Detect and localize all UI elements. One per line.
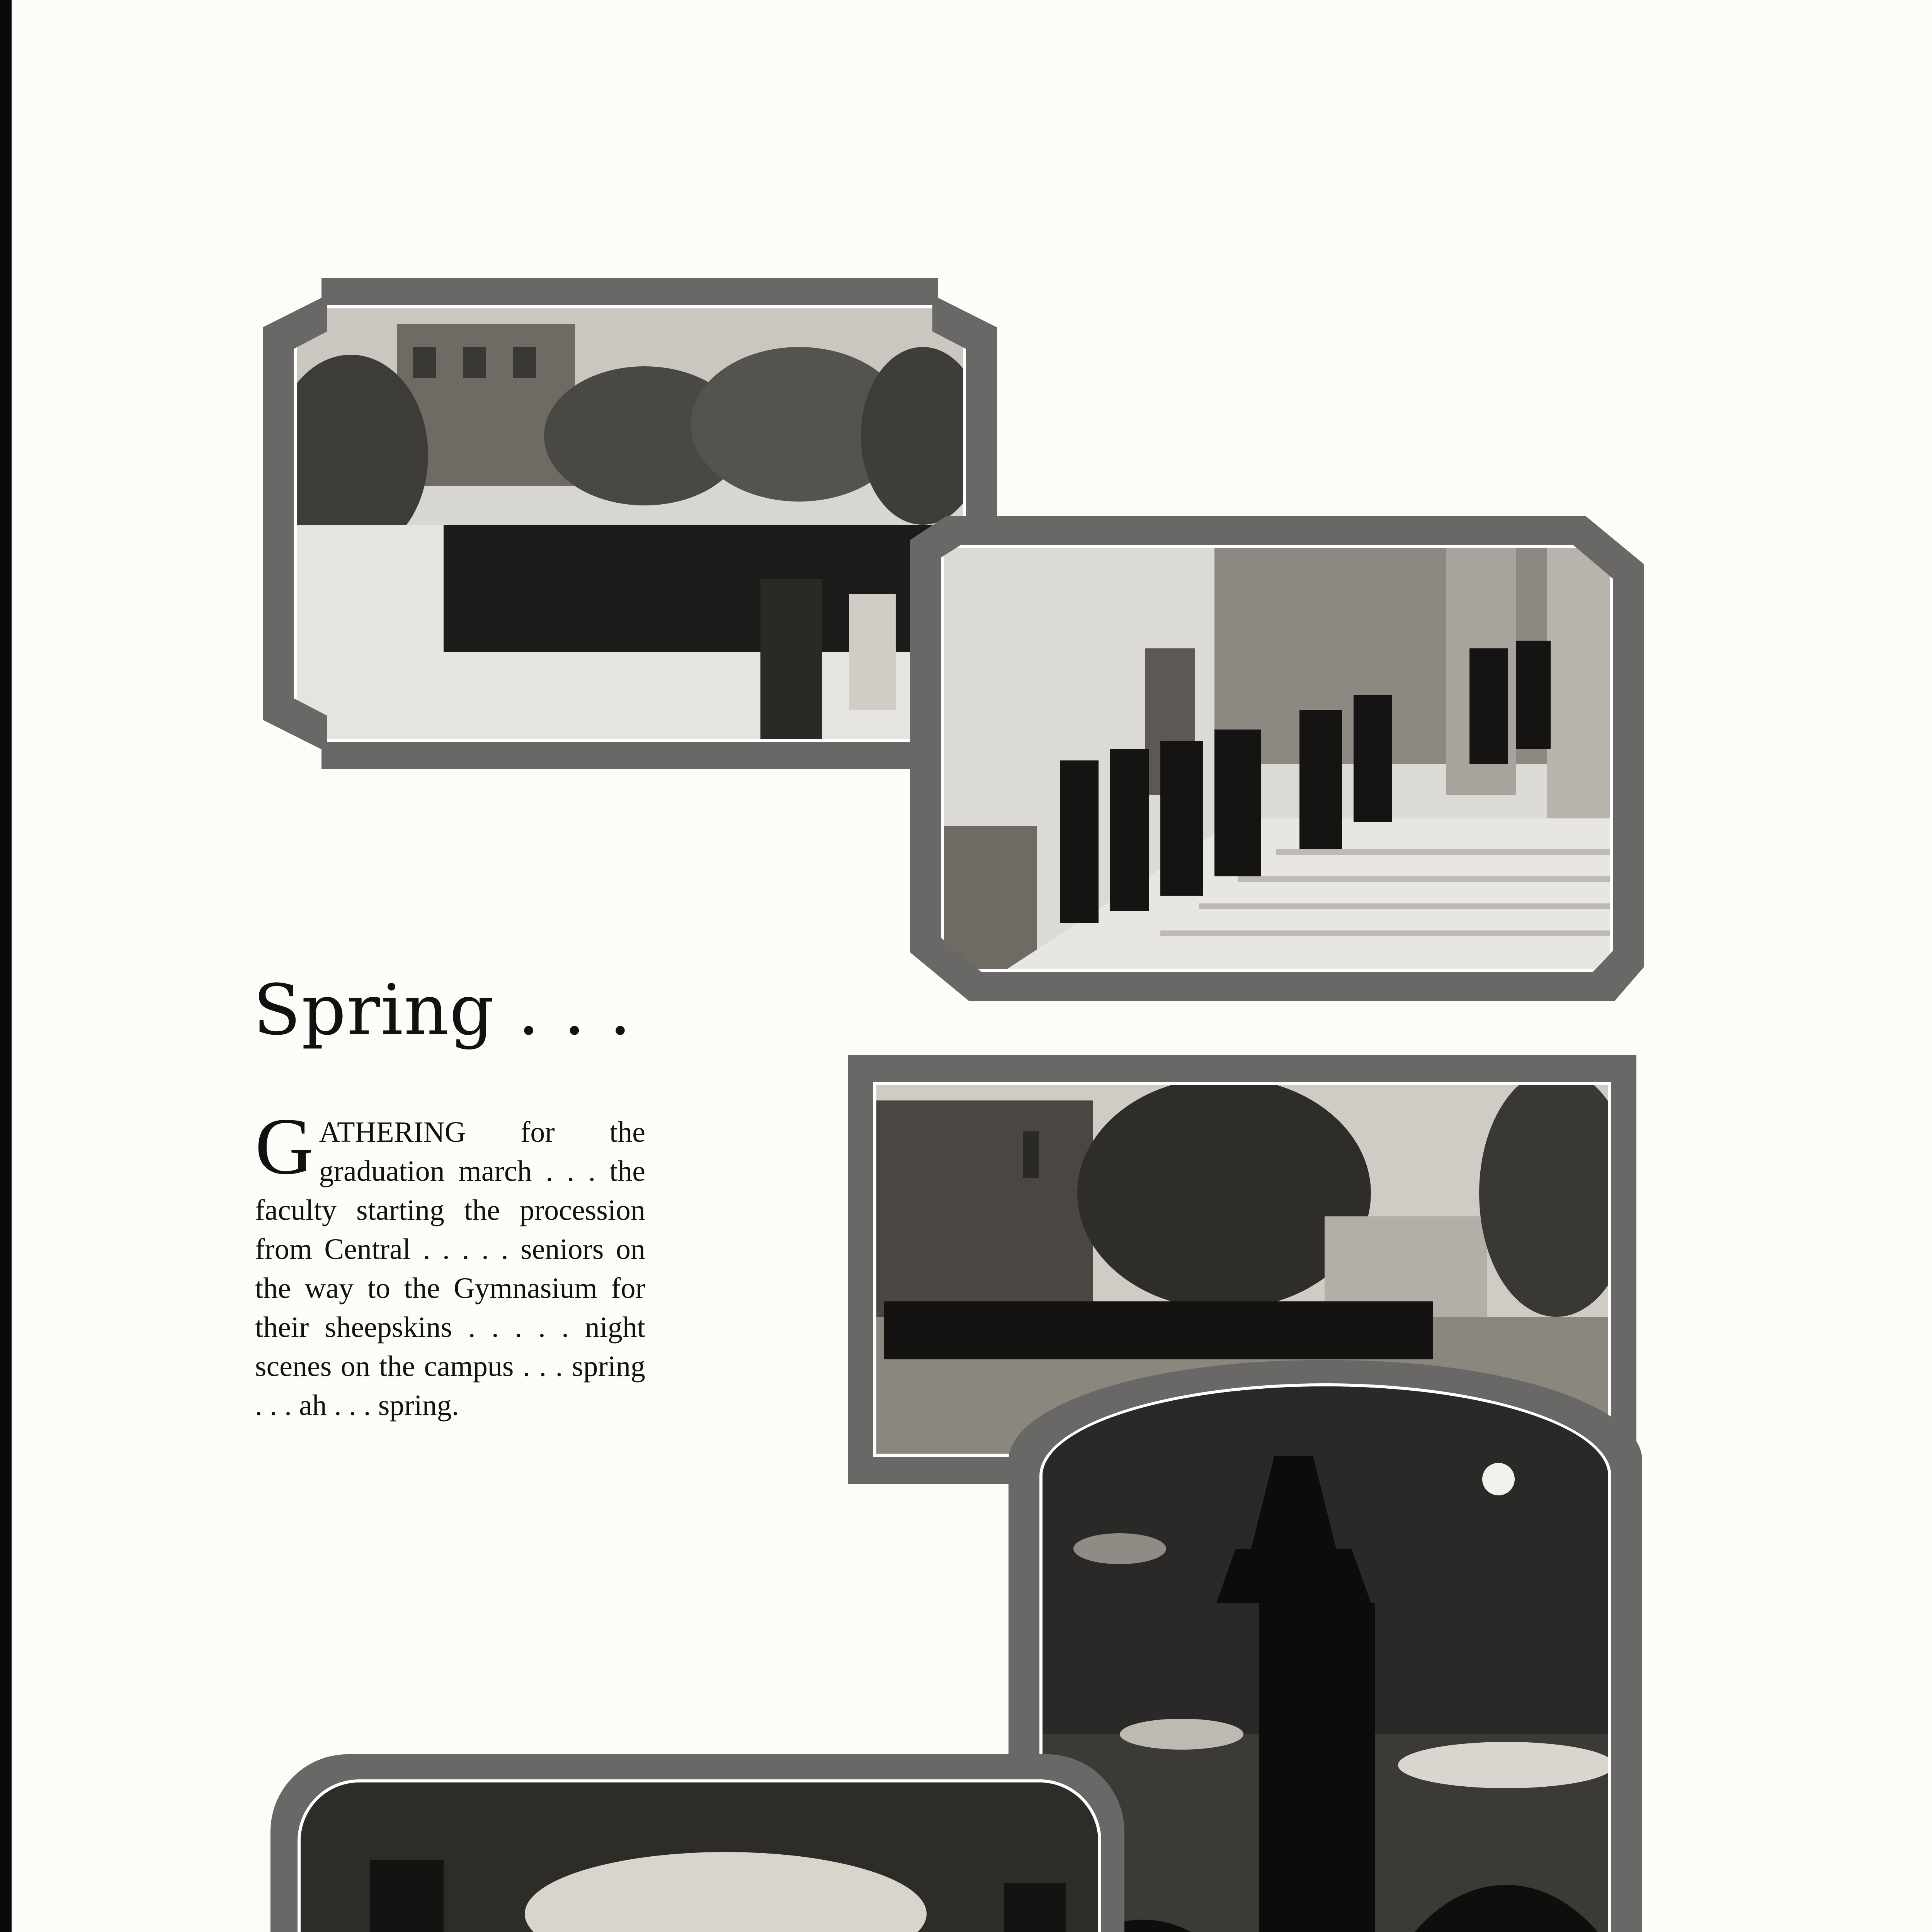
caption-drop-cap: G (255, 1102, 314, 1191)
page-heading: Spring . . . (253, 970, 632, 1051)
photo-campanile-night (1039, 1383, 1611, 1932)
caption-text (255, 1102, 645, 1425)
photo-graduation-gathering (294, 305, 966, 742)
photo-faculty-procession (941, 545, 1613, 972)
caption-body: ATHERING for the graduation march . . . the faculty starting the procession from Central . . . . . seniors on the way to the Gymnasium for their sheepskins . . . . . night scenes on the campus . . . spring . . . ah . . . spring. (255, 1116, 645, 1422)
photo-couple-on-bench (298, 1779, 1101, 1932)
